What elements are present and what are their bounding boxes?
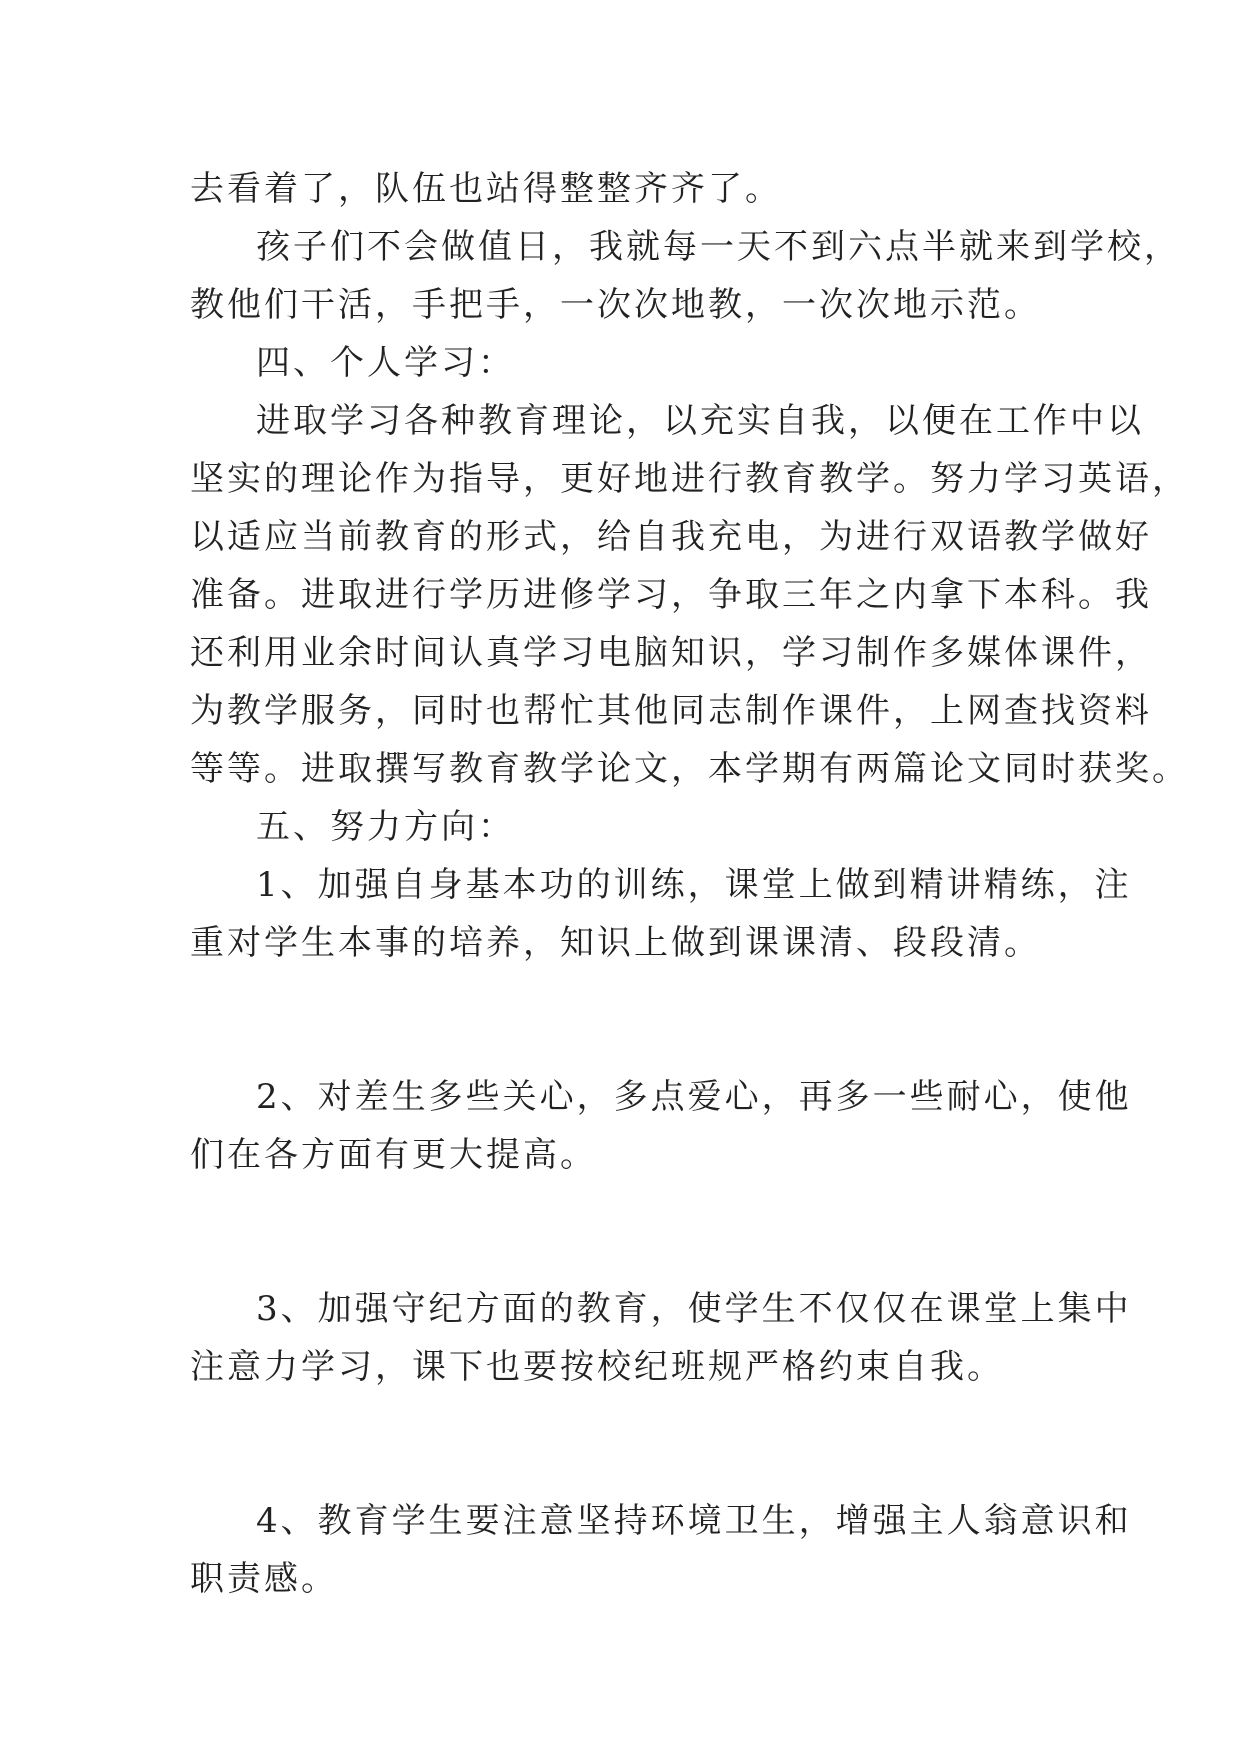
list-item-line: 4、教育学生要注意坚持环境卫生，增强主人翁意识和 bbox=[256, 1501, 1132, 1541]
list-item-line: 们在各方面有更大提高。 bbox=[190, 1135, 597, 1175]
paragraph-gap bbox=[190, 1184, 1060, 1280]
paragraph-gap bbox=[190, 972, 1060, 1068]
paragraph-line: 教他们干活，手把手，一次次地教，一次次地示范。 bbox=[190, 285, 1041, 325]
paragraph-line: 为教学服务，同时也帮忙其他同志制作课件，上网查找资料 bbox=[190, 691, 1152, 731]
list-item-line: 2、对差生多些关心，多点爱心，再多一些耐心，使他 bbox=[256, 1077, 1132, 1117]
list-item-line: 职责感。 bbox=[190, 1559, 338, 1599]
paragraph-line: 等等。进取撰写教育教学论文，本学期有两篇论文同时获奖。 bbox=[190, 749, 1189, 789]
document-page bbox=[190, 160, 1189, 1608]
section-heading: 四、个人学习： bbox=[256, 343, 515, 383]
paragraph-line: 以适应当前教育的形式，给自我充电，为进行双语教学做好 bbox=[190, 517, 1152, 557]
paragraph-line: 去看着了，队伍也站得整整齐齐了。 bbox=[190, 169, 782, 209]
paragraph-line: 还利用业余时间认真学习电脑知识，学习制作多媒体课件， bbox=[190, 633, 1152, 673]
paragraph-gap bbox=[190, 1396, 1060, 1492]
paragraph-line: 孩子们不会做值日，我就每一天不到六点半就来到学校， bbox=[256, 227, 1181, 267]
list-item-line: 注意力学习，课下也要按校纪班规严格约束自我。 bbox=[190, 1347, 1004, 1387]
list-item-line: 1、加强自身基本功的训练，课堂上做到精讲精练，注 bbox=[256, 865, 1132, 905]
section-heading: 五、努力方向： bbox=[256, 807, 515, 847]
paragraph-line: 坚实的理论作为指导，更好地进行教育教学。努力学习英语， bbox=[190, 459, 1189, 499]
paragraph-line: 准备。进取进行学历进修学习，争取三年之内拿下本科。我 bbox=[190, 575, 1152, 615]
list-item-line: 3、加强守纪方面的教育，使学生不仅仅在课堂上集中 bbox=[256, 1289, 1132, 1329]
paragraph-line: 进取学习各种教育理论，以充实自我，以便在工作中以 bbox=[256, 401, 1144, 441]
list-item-line: 重对学生本事的培养，知识上做到课课清、段段清。 bbox=[190, 923, 1041, 963]
